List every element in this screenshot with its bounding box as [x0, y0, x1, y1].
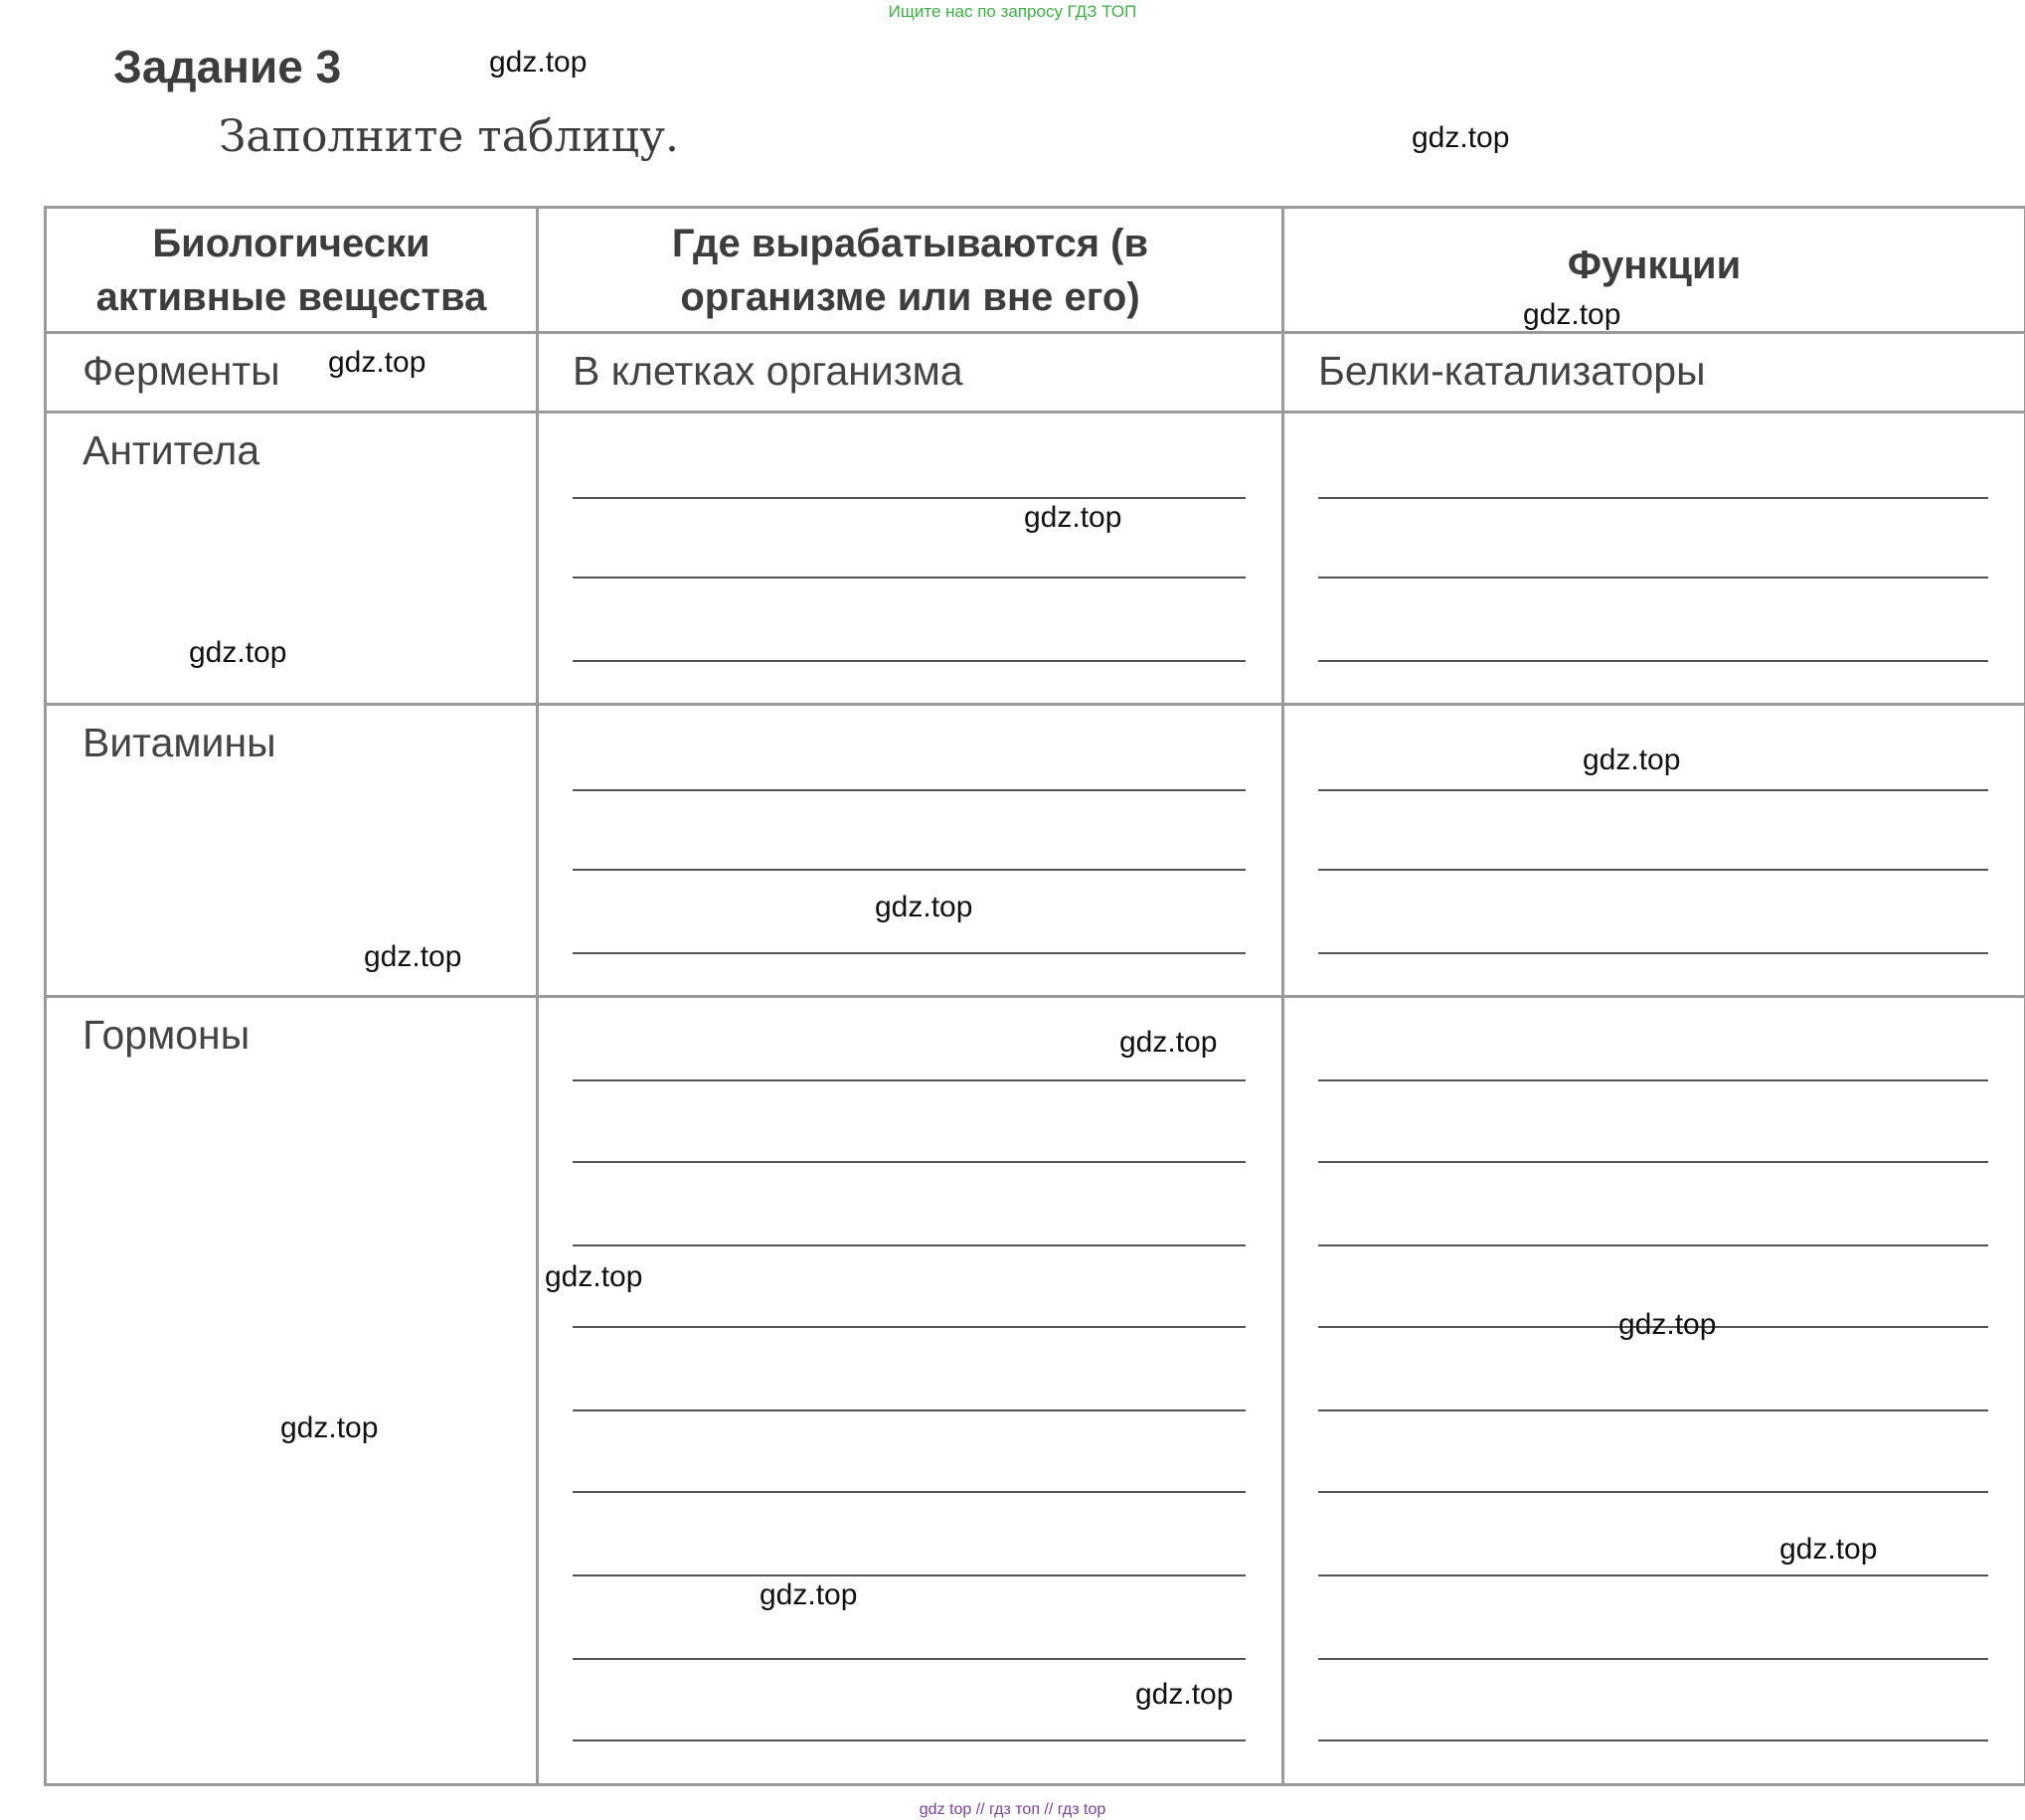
answer-line[interactable] [573, 789, 1246, 791]
cell-function-enzymes: Белки-катализаторы [1318, 348, 1706, 394]
answer-line[interactable] [1318, 952, 1988, 954]
answer-line[interactable] [1318, 1079, 1988, 1081]
answer-line[interactable] [573, 1161, 1246, 1163]
answer-line[interactable] [1318, 1161, 1988, 1163]
answer-line[interactable] [1318, 577, 1988, 579]
answer-line[interactable] [573, 1658, 1246, 1660]
answer-line[interactable] [573, 1574, 1246, 1576]
cell-where-vitamins[interactable] [538, 705, 1283, 997]
row-label-vitamins: Витамины [83, 720, 276, 765]
answer-line[interactable] [573, 660, 1246, 662]
watermark: gdz.top [1135, 1678, 1234, 1711]
watermark: gdz.top [875, 891, 973, 923]
answer-line[interactable] [1318, 497, 1988, 499]
answer-line[interactable] [1318, 660, 1988, 662]
answer-line[interactable] [1318, 1574, 1988, 1576]
answer-line[interactable] [1318, 1658, 1988, 1660]
row-label-enzymes: Ферменты [83, 348, 280, 394]
cell-where-enzymes: В клетках организма [573, 348, 963, 394]
watermark: gdz.top [489, 46, 588, 79]
answer-line[interactable] [1318, 1409, 1988, 1411]
watermark: gdz.top [328, 346, 426, 379]
answer-line[interactable] [1318, 1244, 1988, 1246]
table-row [46, 705, 2025, 997]
answer-line[interactable] [573, 1409, 1246, 1411]
table-row [46, 413, 2025, 705]
row-label-hormones: Гормоны [83, 1012, 251, 1058]
watermark: gdz.top [1583, 744, 1681, 776]
answer-line[interactable] [573, 869, 1246, 871]
watermark: gdz.top [1119, 1026, 1218, 1059]
watermark: gdz.top [280, 1411, 379, 1444]
watermark: gdz.top [545, 1260, 643, 1293]
cell-function-antibodies[interactable] [1283, 413, 2025, 705]
answer-line[interactable] [1318, 1491, 1988, 1493]
row-label-antibodies: Антитела [83, 427, 260, 473]
answer-line[interactable] [1318, 869, 1988, 871]
answer-line[interactable] [573, 952, 1246, 954]
answer-line[interactable] [573, 1326, 1246, 1328]
cell-where-antibodies[interactable] [538, 413, 1283, 705]
table-row [46, 997, 2025, 1785]
answer-line[interactable] [1318, 1739, 1988, 1741]
header-where-produced: Где вырабатываются (в организме или вне его) [538, 208, 1283, 333]
bottom-footer-note: gdz top // гдз топ // гдз top [919, 1801, 1106, 1818]
cell-function-hormones[interactable] [1283, 997, 2025, 1785]
header-substances: Биологически активные вещества [46, 208, 538, 333]
watermark: gdz.top [364, 940, 462, 973]
watermark: gdz.top [1412, 121, 1510, 154]
watermark: gdz.top [1779, 1533, 1878, 1566]
top-search-note: Ищите нас по запросу ГДЗ ТОП [888, 2, 1137, 21]
answer-line[interactable] [573, 497, 1246, 499]
watermark: gdz.top [1024, 501, 1122, 534]
answer-line[interactable] [573, 1739, 1246, 1741]
answer-line[interactable] [573, 1491, 1246, 1493]
cell-where-hormones[interactable] [538, 997, 1283, 1785]
task-instruction: Заполните таблицу. [219, 111, 679, 162]
watermark: gdz.top [759, 1578, 858, 1611]
header-functions: Функции [1283, 208, 2025, 333]
watermark: gdz.top [1523, 298, 1621, 331]
watermark: gdz.top [189, 636, 287, 669]
watermark: gdz.top [1618, 1308, 1717, 1341]
worksheet-table [44, 206, 2025, 1786]
answer-line[interactable] [573, 1079, 1246, 1081]
answer-line[interactable] [1318, 789, 1988, 791]
answer-line[interactable] [573, 577, 1246, 579]
task-title: Задание 3 [113, 41, 342, 92]
table-header-row [46, 208, 2025, 333]
answer-line[interactable] [573, 1244, 1246, 1246]
